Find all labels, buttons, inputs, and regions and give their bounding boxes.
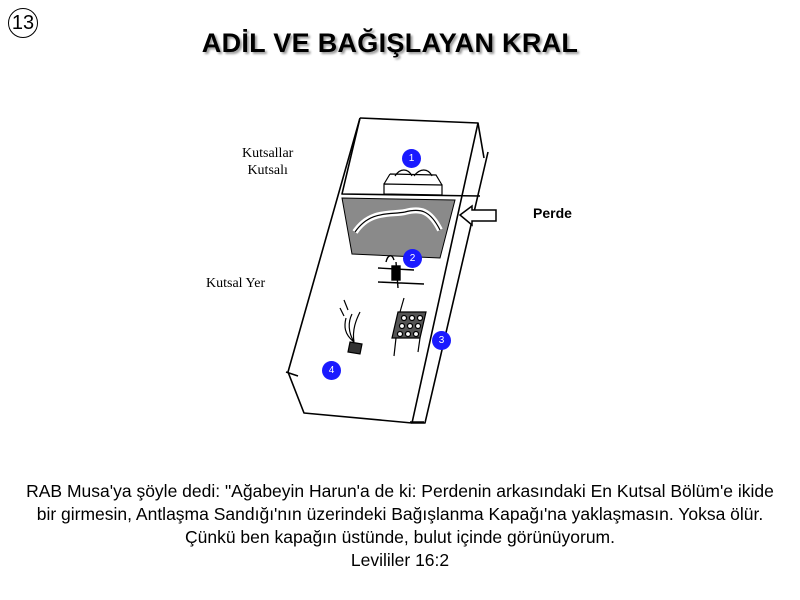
page-number: 13 bbox=[11, 11, 35, 34]
verse-text: RAB Musa'ya şöyle dedi: "Ağabeyin Harun'a de ki: Perdenin arkasındaki En Kutsal Bölüm'e ikide bir girmesin, Antlaşma Sandığı'nın üzerindeki Bağışlanma Kapağı'na yaklaşmasın. Yoksa ölür. Çünkü ben kapağın üstünde, bulut içinde görünüyorum. bbox=[26, 481, 774, 547]
holy-of-holies-line2: Kutsalı bbox=[247, 163, 288, 178]
marker-2: 2 bbox=[403, 249, 422, 268]
curtain-label: Perde bbox=[533, 205, 572, 221]
left-arrow-icon bbox=[460, 206, 496, 225]
marker-3: 3 bbox=[432, 331, 451, 350]
holy-of-holies-line1: Kutsallar bbox=[242, 146, 294, 161]
page-title: ADİL VE BAĞIŞLAYAN KRAL bbox=[201, 28, 579, 58]
marker-4: 4 bbox=[322, 361, 341, 380]
verse-reference: Levililer 16:2 bbox=[350, 550, 450, 570]
marker-1: 1 bbox=[402, 149, 421, 168]
holy-place-label: Kutsal Yer bbox=[206, 276, 266, 291]
verse-caption bbox=[20, 480, 780, 572]
